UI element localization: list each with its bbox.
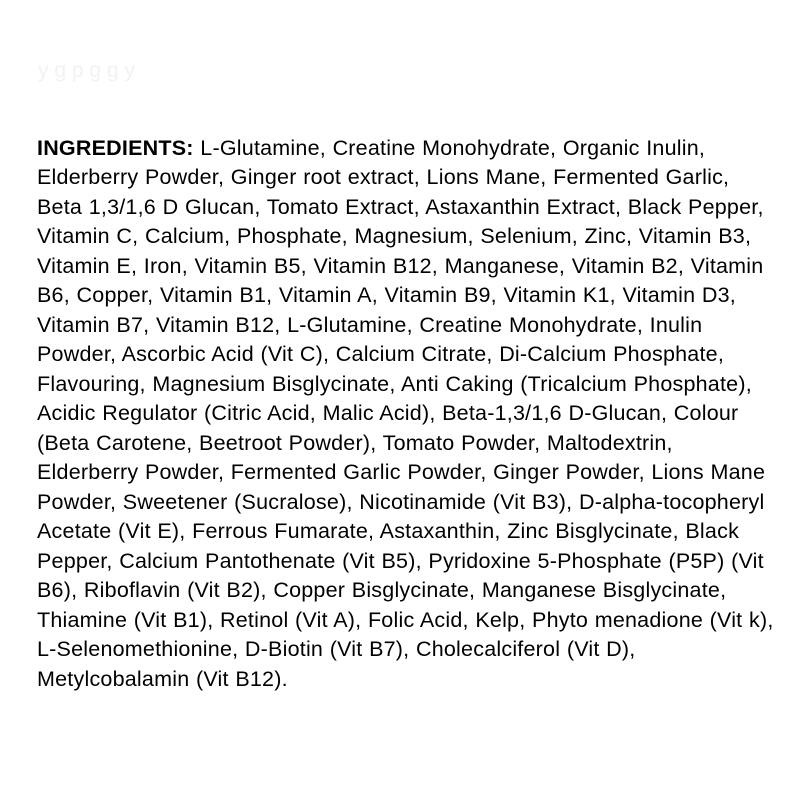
ingredients-label: INGREDIENTS:: [37, 135, 194, 160]
clipped-heading-text: y g p g g y: [38, 59, 135, 82]
ingredients-list-text: L-Glutamine, Creatine Monohydrate, Organic Inulin, Elderberry Powder, Ginger root extract, Lions Mane, Fermented Garlic, Beta 1,3/1,6 D Glucan, Tomato Extract, Astaxanthin Extract, Black Pepper, Vitamin C, Calcium, Phosphate, Magnesium, Selenium, Zinc, Vitamin B3, Vitamin E, Iron, Vitamin B5, Vitamin B12, Manganese, Vitamin B2, Vitamin B6, Copper, Vitamin B1, Vitamin A, Vitamin B9, Vitamin K1, Vitamin D3, Vitamin B7, Vitamin B12, L-Glutamine, Creatine Monohydrate, Inulin Powder, Ascorbic Acid (Vit C), Calcium Citrate, Di-Calcium Phosphate, Flavouring, Magnesium Bisglycinate, Anti Caking (Tricalcium Phosphate), Acidic Regulator (Citric Acid, Malic Acid), Beta-1,3/1,6 D-Glucan, Colour (Beta Carotene, Beetroot Powder), Tomato Powder, Maltodextrin, Elderberry Powder, Fermented Garlic Powder, Ginger Powder, Lions Mane Powder, Sweetener (Sucralose), Nicotinamide (Vit B3), D-alpha-tocopheryl Acetate (Vit E), Ferrous Fumarate, Astaxanthin, Zinc Bisglycinate, Black Pepper, Calcium Pantothenate (Vit B5), Pyridoxine 5-Phosphate (P5P) (Vit B6), Riboflavin (Vit B2), Copper Bisglycinate, Manganese Bisglycinate, Thiamine (Vit B1), Retinol (Vit A), Folic Acid, Kelp, Phyto menadione (Vit k), L-Selenomethionine, D-Biotin (Vit B7), Cholecalciferol (Vit D), Metylcobalamin (Vit B12).: [37, 135, 774, 691]
clipped-heading-line: [38, 59, 762, 96]
ingredients-paragraph: [37, 134, 774, 695]
